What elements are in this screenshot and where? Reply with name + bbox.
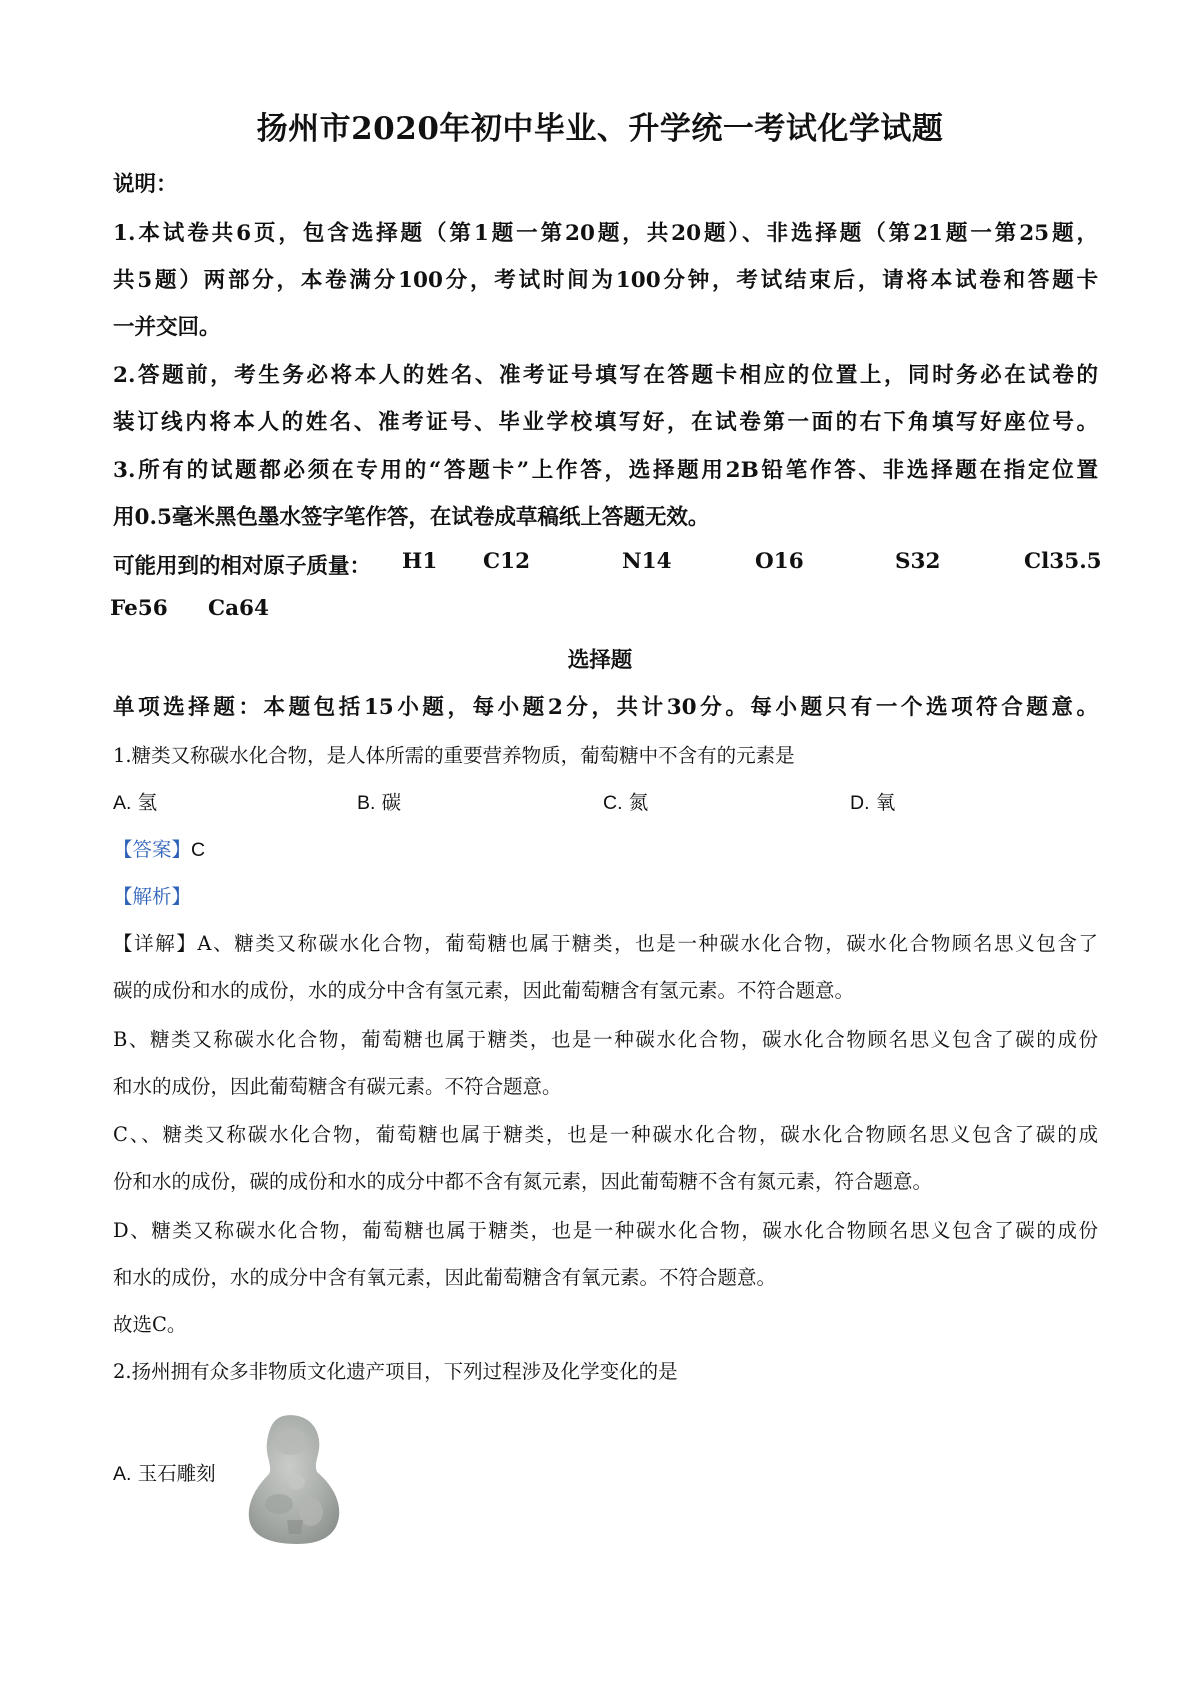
explanation-line: 份和水的成份，碳的成份和水的成分中都不含有氮元素，因此葡萄糖不含有氮元素，符合题意。 bbox=[113, 1170, 933, 1193]
option-label: D. bbox=[850, 792, 870, 814]
answer-value: C bbox=[191, 839, 206, 861]
section-title: 选择题 bbox=[567, 648, 633, 673]
option-text: 氮 bbox=[628, 791, 649, 814]
instructions-heading: 说明： bbox=[113, 172, 178, 197]
section-intro: 单项选择题：本题包括15小题，每小题2分，共计30分。每小题只有一个选项符合题意。 bbox=[113, 695, 1098, 720]
instruction-line: 用0.5毫米黑色墨水签字笔作答，在试卷成草稿纸上答题无效。 bbox=[113, 505, 710, 530]
atomic-mass-item: Fe56 bbox=[110, 596, 168, 621]
option-label: C. bbox=[603, 792, 623, 814]
question-1-stem: 1.糖类又称碳水化合物，是人体所需的重要营养物质，葡萄糖中不含有的元素是 bbox=[113, 744, 795, 767]
explanation-line: 【详解】A、糖类又称碳水化合物，葡萄糖也属于糖类，也是一种碳水化合物，碳水化合物顾名思义包含了 bbox=[113, 932, 1098, 955]
instruction-line: 共5题）两部分，本卷满分100分，考试时间为100分钟，考试结束后，请将本试卷和答题卡 bbox=[113, 268, 1098, 293]
instruction-line: 2.答题前，考生务必将本人的姓名、准考证号填写在答题卡相应的位置上，同时务必在试卷的 bbox=[113, 363, 1098, 388]
atomic-mass-item: S32 bbox=[895, 549, 941, 574]
jade-carving-image bbox=[243, 1412, 345, 1546]
explanation-line: D、糖类又称碳水化合物，葡萄糖也属于糖类，也是一种碳水化合物，碳水化合物顾名思义包含了碳的成份 bbox=[113, 1219, 1098, 1242]
question-1-option-a bbox=[113, 787, 157, 815]
question-2-option-a bbox=[113, 1458, 216, 1486]
instruction-line: 3.所有的试题都必须在专用的“答题卡”上作答，选择题用2B铅笔作答、非选择题在指定位置 bbox=[113, 458, 1098, 483]
atomic-mass-item: Cl35.5 bbox=[1024, 549, 1102, 574]
explanation-line: B、糖类又称碳水化合物，葡萄糖也属于糖类，也是一种碳水化合物，碳水化合物顾名思义包含了碳的成份 bbox=[113, 1028, 1098, 1051]
option-text: 氧 bbox=[875, 791, 896, 814]
explanation-line: 碳的成份和水的成份，水的成分中含有氢元素，因此葡萄糖含有氢元素。不符合题意。 bbox=[113, 979, 855, 1002]
explanation-line: 和水的成份，因此葡萄糖含有碳元素。不符合题意。 bbox=[113, 1075, 562, 1098]
atomic-mass-item: N14 bbox=[622, 549, 672, 574]
atomic-mass-item: C12 bbox=[483, 549, 531, 574]
answer-tag: 【答案】 bbox=[113, 838, 192, 861]
option-text: 玉石雕刻 bbox=[137, 1462, 216, 1485]
instruction-line: 装订线内将本人的姓名、准考证号、毕业学校填写好，在试卷第一面的右下角填写好座位号。 bbox=[113, 410, 1098, 435]
question-1-answer bbox=[113, 834, 205, 862]
atomic-mass-label: 可能用到的相对原子质量： bbox=[113, 554, 372, 579]
option-text: 碳 bbox=[381, 791, 402, 814]
atomic-mass-item: Ca64 bbox=[208, 596, 269, 621]
explanation-line: C、、糖类又称碳水化合物，葡萄糖也属于糖类，也是一种碳水化合物，碳水化合物顾名思义包含了碳的成 bbox=[113, 1123, 1098, 1146]
option-text: 氢 bbox=[137, 791, 158, 814]
atomic-mass-item: O16 bbox=[755, 549, 804, 574]
option-label: A. bbox=[113, 1463, 132, 1485]
option-label: A. bbox=[113, 792, 132, 814]
question-1-option-d bbox=[850, 787, 895, 815]
explanation-line: 故选C。 bbox=[113, 1313, 187, 1336]
analysis-tag: 【解析】 bbox=[113, 885, 192, 908]
question-1-option-b bbox=[357, 787, 401, 815]
instruction-line: 1.本试卷共6页，包含选择题（第1题一第20题，共20题）、非选择题（第21题一第25题， bbox=[113, 221, 1098, 246]
instruction-line: 一并交回。 bbox=[113, 315, 221, 340]
question-1-option-c bbox=[603, 787, 648, 815]
option-label: B. bbox=[357, 792, 376, 814]
explanation-line: 和水的成份，水的成分中含有氧元素，因此葡萄糖含有氧元素。不符合题意。 bbox=[113, 1266, 777, 1289]
question-2-stem: 2.扬州拥有众多非物质文化遗产项目，下列过程涉及化学变化的是 bbox=[113, 1360, 678, 1383]
atomic-mass-item: H1 bbox=[402, 549, 438, 574]
page-title: 扬州市2020年初中毕业、升学统一考试化学试题 bbox=[256, 111, 944, 147]
